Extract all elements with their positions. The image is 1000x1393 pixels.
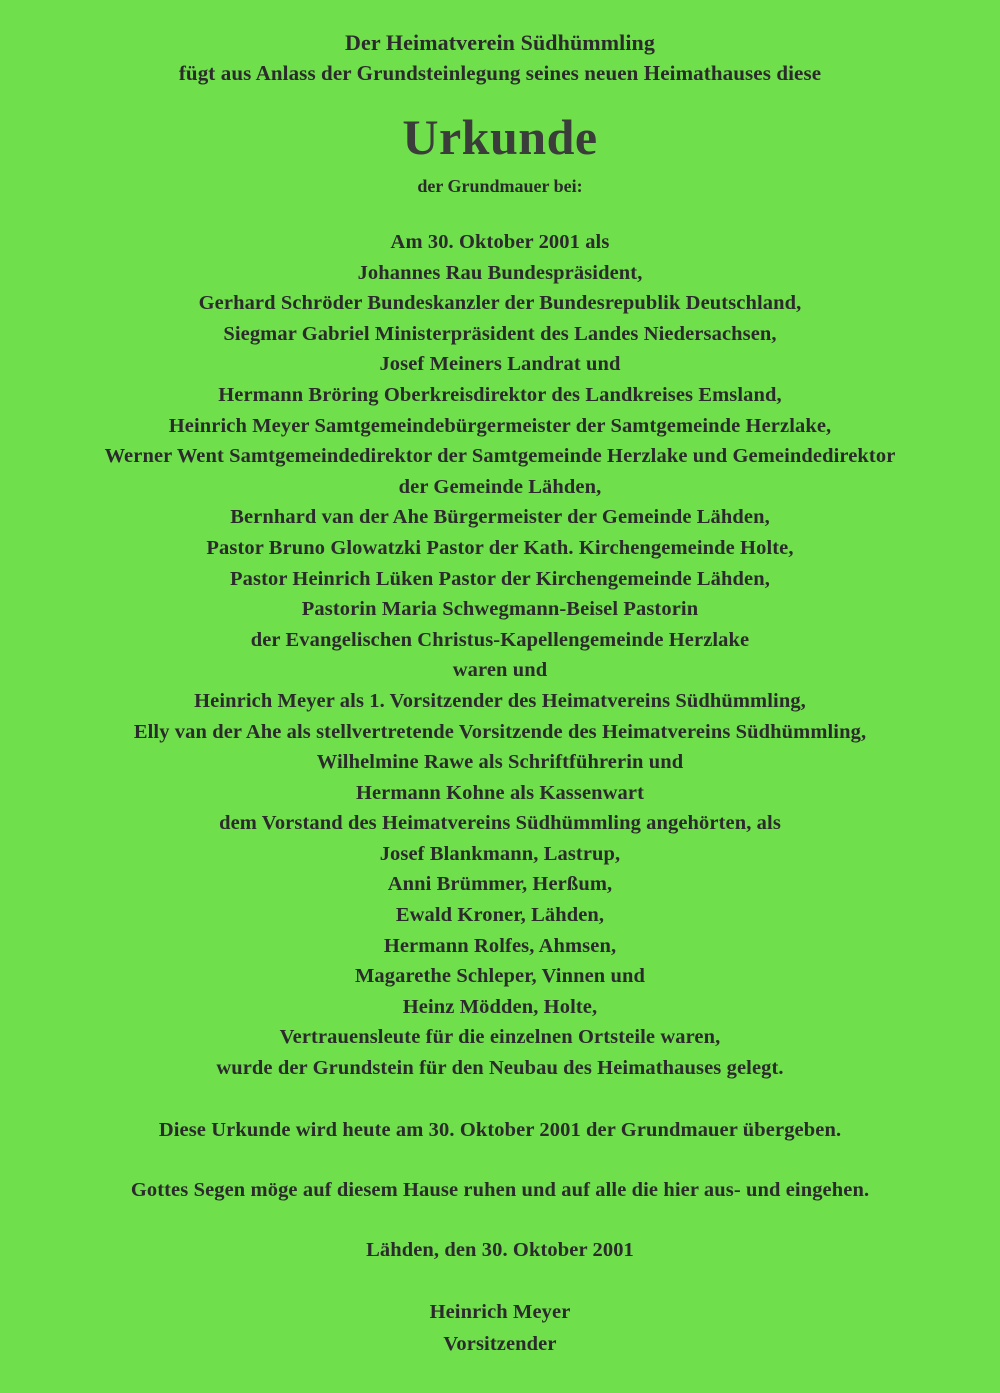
body-line: Magarethe Schleper, Vinnen und bbox=[354, 965, 646, 988]
body-line: der Gemeinde Lähden, bbox=[398, 475, 602, 498]
body-line: Heinz Mödden, Holte, bbox=[402, 995, 598, 1018]
body-line: Hermann Kohne als Kassenwart bbox=[355, 781, 645, 804]
body-line: Siegmar Gabriel Ministerpräsident des Landes Niedersachsen, bbox=[223, 322, 777, 345]
handover-statement: Diese Urkunde wird heute am 30. Oktober 2001 der Grundmauer übergeben. bbox=[158, 1118, 842, 1141]
body-line: Pastorin Maria Schwegmann-Beisel Pastorin bbox=[301, 598, 699, 621]
header-line-occasion: fügt aus Anlass der Grundsteinlegung seines neuen Heimathauses diese bbox=[178, 61, 822, 85]
document-title: Urkunde bbox=[402, 109, 598, 165]
body-line: Wilhelmine Rawe als Schriftführerin und bbox=[316, 751, 684, 774]
body-line: Gerhard Schröder Bundeskanzler der Bundesrepublik Deutschland, bbox=[198, 292, 802, 315]
body-line: Vertrauensleute für die einzelnen Ortsteile waren, bbox=[279, 1026, 721, 1049]
body-line: Hermann Rolfes, Ahmsen, bbox=[383, 934, 617, 957]
body-line: dem Vorstand des Heimatvereins Südhümmling angehörten, als bbox=[219, 812, 781, 835]
blessing-statement: Gottes Segen möge auf diesem Hause ruhen und auf alle die hier aus- und eingehen. bbox=[130, 1179, 870, 1202]
body-line: Josef Blankmann, Lastrup, bbox=[379, 842, 621, 865]
body-line: Heinrich Meyer als 1. Vorsitzender des Heimatvereins Südhümmling, bbox=[194, 689, 806, 712]
body-line: Josef Meiners Landrat und bbox=[379, 353, 621, 376]
body-line: Werner Went Samtgemeindedirektor der Samtgemeinde Herzlake und Gemeindedirektor bbox=[104, 445, 896, 468]
body-line: Hermann Bröring Oberkreisdirektor des Landkreises Emsland, bbox=[218, 383, 782, 406]
body-line: Anni Brümmer, Herßum, bbox=[387, 873, 613, 896]
place-and-date: Lähden, den 30. Oktober 2001 bbox=[366, 1239, 634, 1262]
body-line: Pastor Bruno Glowatzki Pastor der Kath. Kirchengemeinde Holte, bbox=[206, 536, 794, 559]
body-line: Am 30. Oktober 2001 als bbox=[390, 231, 610, 253]
body-line: Ewald Kroner, Lähden, bbox=[395, 904, 605, 927]
body-line: Heinrich Meyer Samtgemeindebürgermeister der Samtgemeinde Herzlake, bbox=[168, 414, 832, 437]
body-line: waren und bbox=[452, 659, 548, 682]
signature-name: Heinrich Meyer bbox=[429, 1301, 571, 1324]
body-text bbox=[0, 227, 1000, 1084]
body-line: Johannes Rau Bundespräsident, bbox=[357, 261, 643, 284]
signature-role: Vorsitzender bbox=[443, 1333, 557, 1356]
body-line: wurde der Grundstein für den Neubau des Heimathauses gelegt. bbox=[216, 1057, 784, 1080]
document-subtitle: der Grundmauer bei: bbox=[417, 176, 583, 196]
body-line: Elly van der Ahe als stellvertretende Vorsitzende des Heimatvereins Südhümmling, bbox=[133, 720, 867, 743]
body-line: Pastor Heinrich Lüken Pastor der Kirchengemeinde Lähden, bbox=[230, 567, 770, 590]
header-line-association: Der Heimatverein Südhümmling bbox=[345, 30, 655, 55]
body-line: der Evangelischen Christus-Kapellengemeinde Herzlake bbox=[250, 628, 750, 651]
body-line: Bernhard van der Ahe Bürgermeister der Gemeinde Lähden, bbox=[230, 506, 770, 529]
